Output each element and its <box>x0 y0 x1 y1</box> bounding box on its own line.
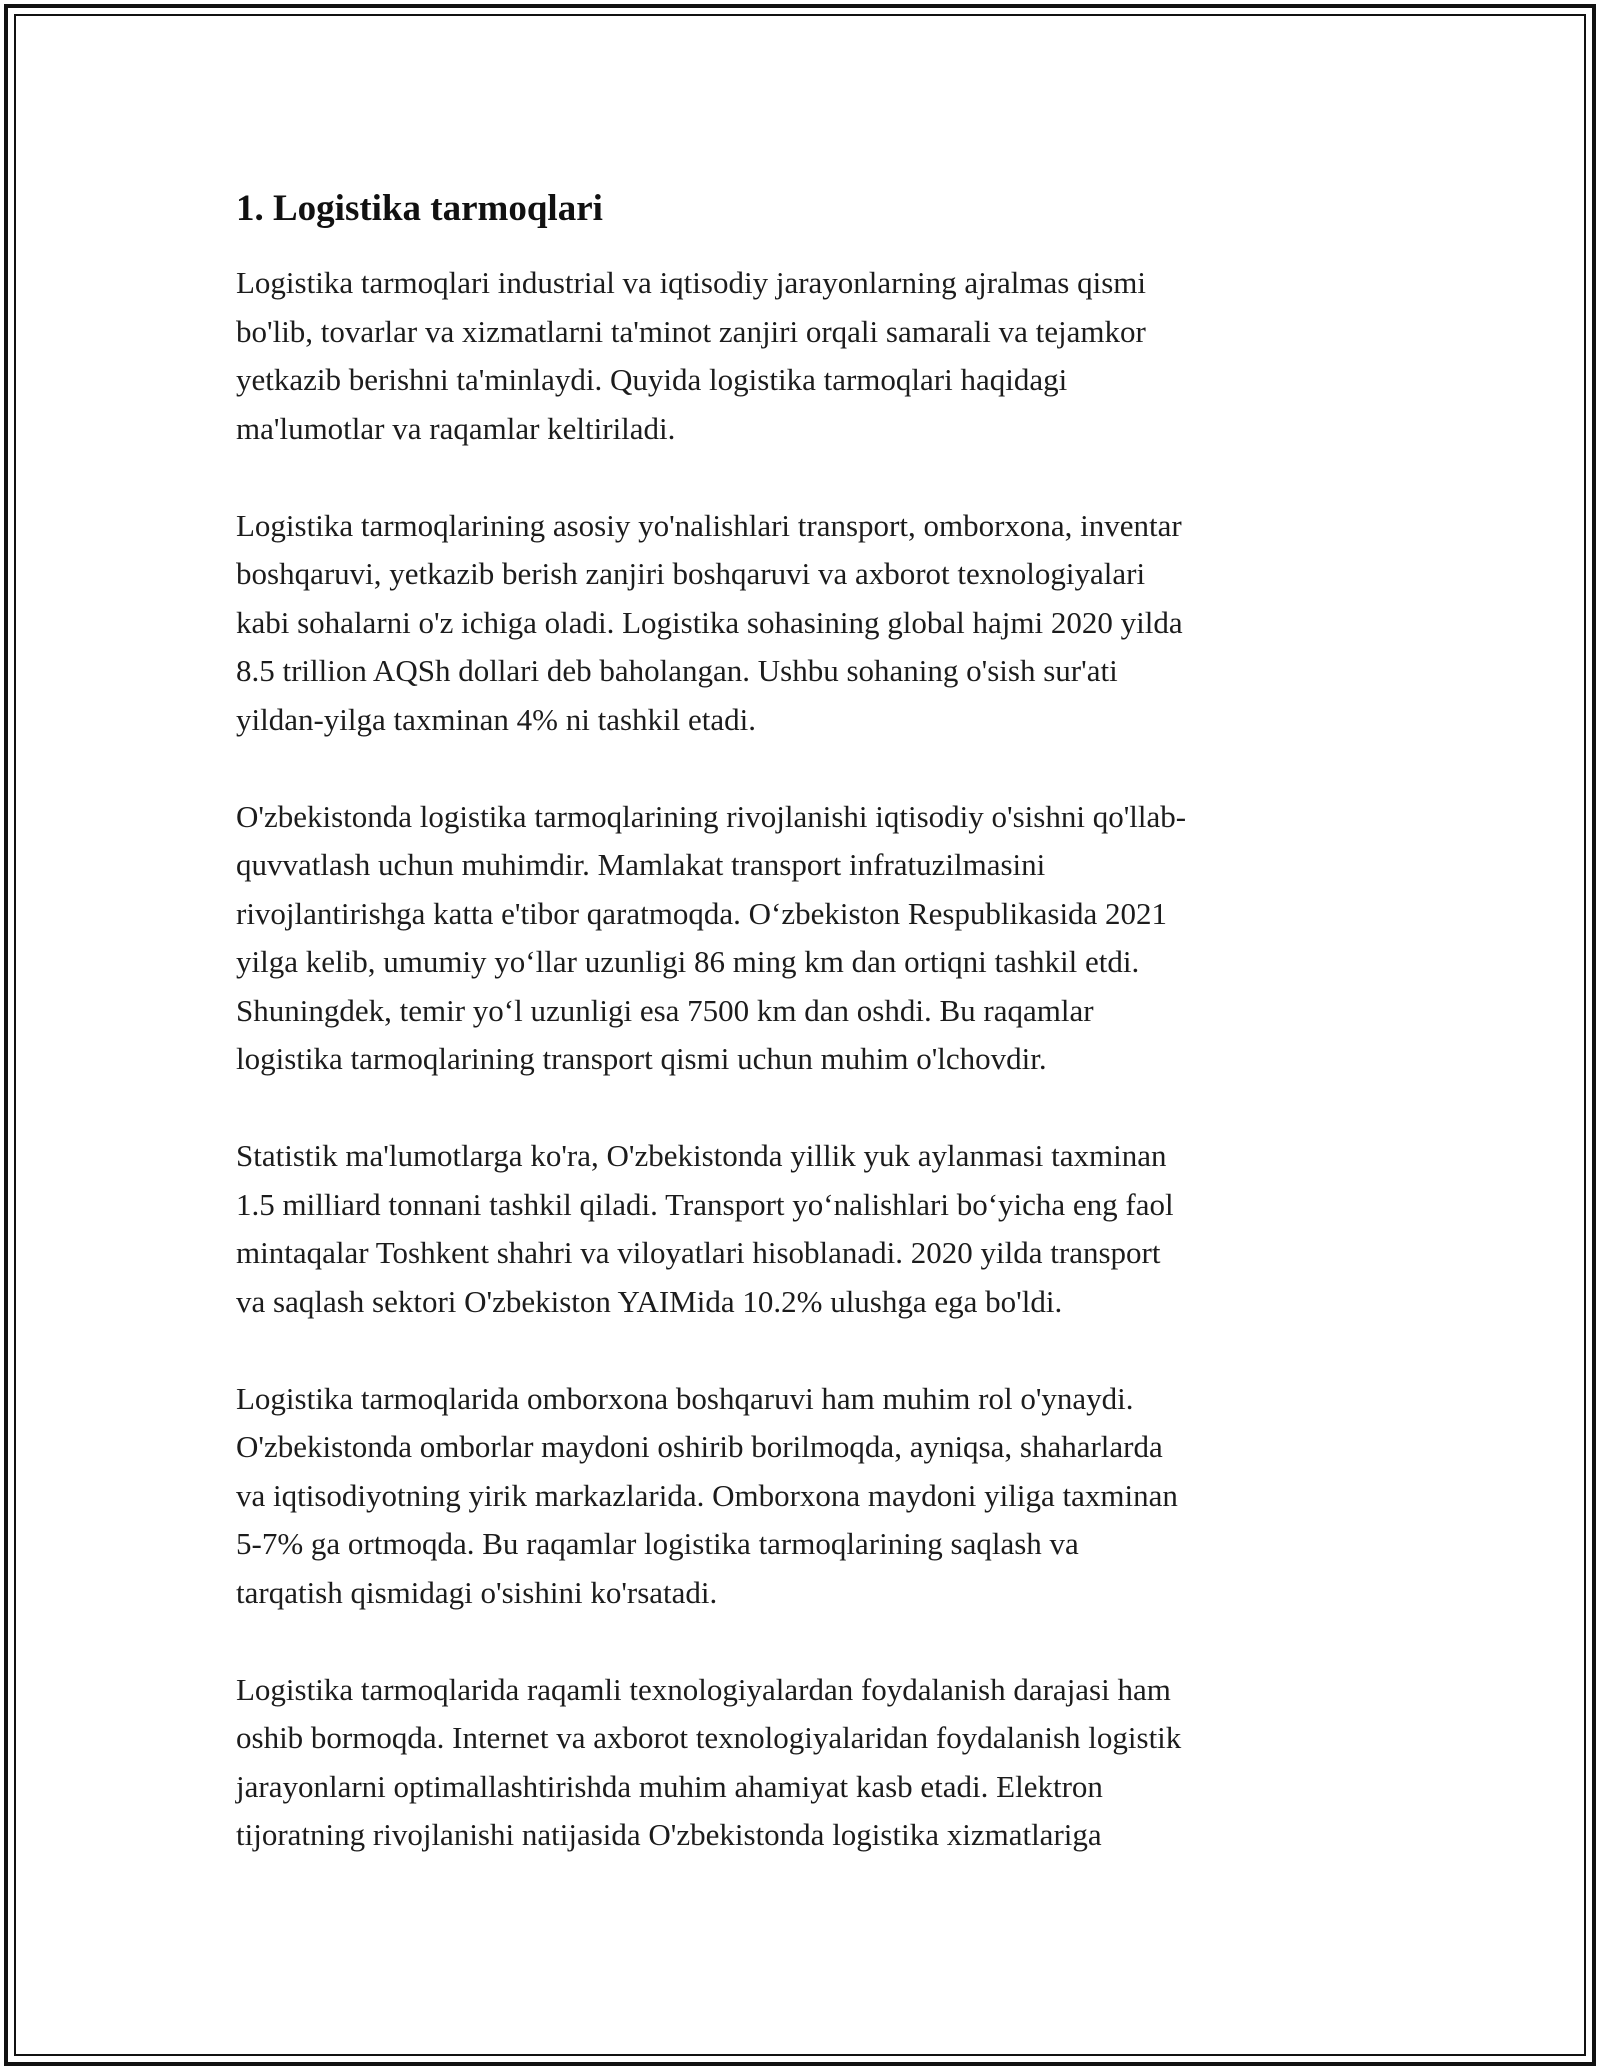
paragraph-1: Logistika tarmoqlari industrial va iqtisodiy jarayonlarning ajralmas qismi bo'lib, tovarlar va xizmatlarni ta'minot zanjiri orqali samarali va tejamkor yetkazib berishni ta'minlaydi. Quyida logistika tarmoqlari haqidagi ma'lumotlar va raqamlar keltiriladi. <box>236 265 1147 446</box>
document-body <box>236 185 1366 1908</box>
paragraph-5: Logistika tarmoqlarida omborxona boshqaruvi ham muhim rol o'ynaydi. O'zbekistonda omborlar maydoni oshirib borilmoqda, ayniqsa, shaharlarda va iqtisodiyotning yirik markazlarida. Omborxona maydoni yiliga taxminan 5-7% ga ortmoqda. Bu raqamlar logistika tarmoqlarining saqlash va tarqatish qismidagi o'sishini ko'rsatadi. <box>236 1380 1178 1610</box>
section-title: 1. Logistika tarmoqlari <box>236 188 603 229</box>
paragraph-3: O'zbekistonda logistika tarmoqlarining rivojlanishi iqtisodiy o'sishni qo'llab- quvvatlash uchun muhimdir. Mamlakat transport infratuzilmasini rivojlantirishga katta e'tibor qaratmoqda. O‘zbekiston Respublikasida 2021 yilga kelib, umumiy yo‘llar uzunligi 86 ming km dan ortiqni tashkil etdi. Shuningdek, temir yo‘l uzunligi esa 7500 km dan oshdi. Bu raqamlar logistika tarmoqlarining transport qismi uchun muhim o'lchovdir. <box>236 798 1187 1076</box>
paragraph-4: Statistik ma'lumotlarga ko'ra, O'zbekistonda yillik yuk aylanmasi taxminan 1.5 milliard tonnani tashkil qiladi. Transport yo‘nalishlari bo‘yicha eng faol mintaqalar Toshkent shahri va viloyatlari hisoblanadi. 2020 yilda transport va saqlash sektori O'zbekiston YAIMida 10.2% ulushga ega bo'ldi. <box>236 1138 1174 1319</box>
paragraph-2: Logistika tarmoqlarining asosiy yo'nalishlari transport, omborxona, inventar boshqaruvi, yetkazib berish zanjiri boshqaruvi va axborot texnologiyalari kabi sohalarni o'z ichiga oladi. Logistika sohasining global hajmi 2020 yilda 8.5 trillion AQSh dollari deb baholangan. Ushbu sohaning o'sish sur'ati yildan-yilga taxminan 4% ni tashkil etadi. <box>236 507 1183 737</box>
paragraph-6: Logistika tarmoqlarida raqamli texnologiyalardan foydalanish darajasi ham oshib bormoqda. Internet va axborot texnologiyalaridan foydalanish logistik jarayonlarni optimallashtirishda muhim ahamiyat kasb etadi. Elektron tijoratning rivojlanishi natijasida O'zbekistonda logistika xizmatlariga <box>236 1671 1182 1852</box>
